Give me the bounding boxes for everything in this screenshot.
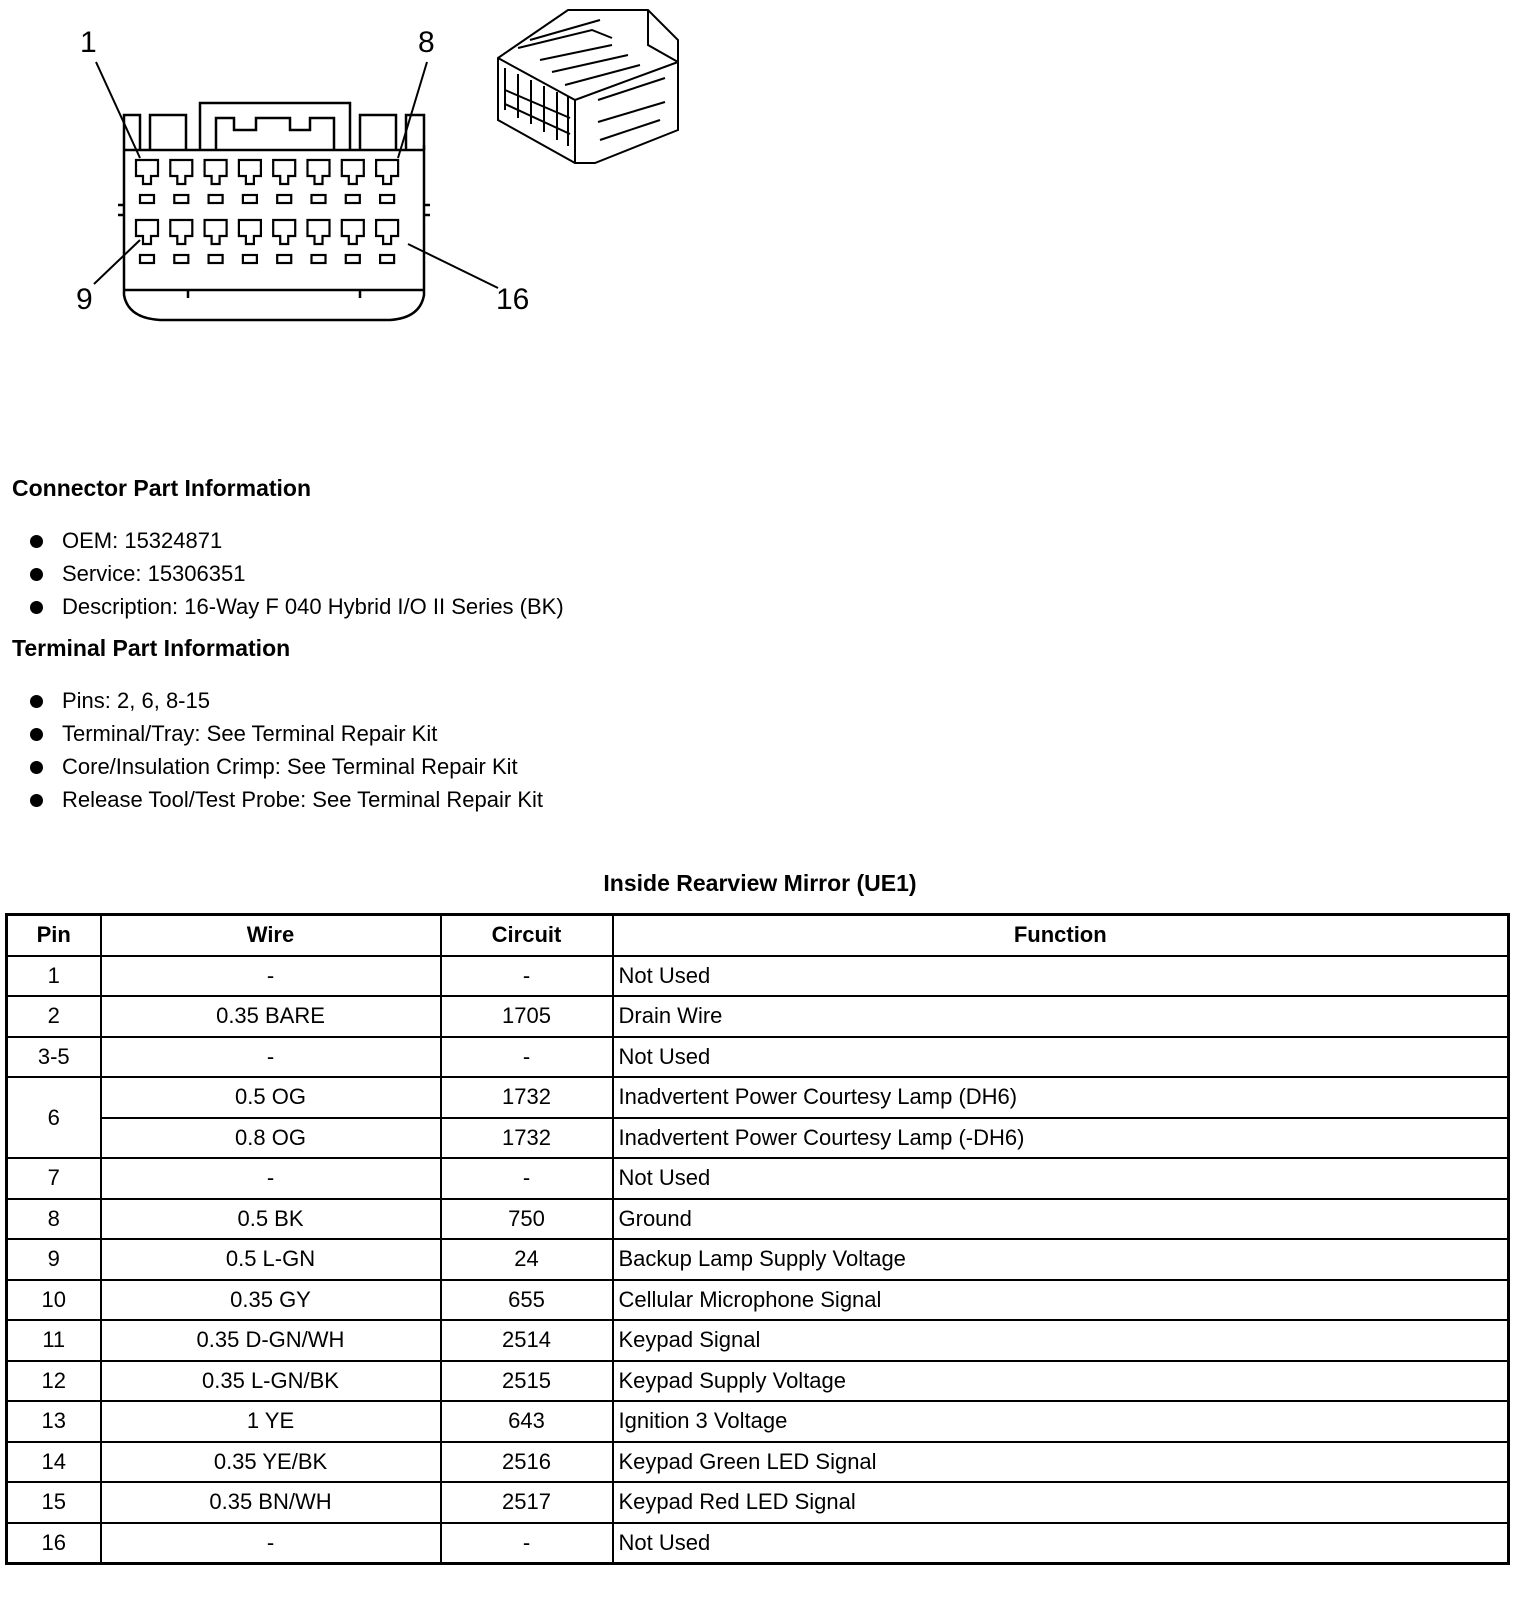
cavity: [205, 220, 227, 244]
pin-cell: 1: [7, 956, 101, 997]
cavity: [136, 160, 158, 184]
function-cell: Inadvertent Power Courtesy Lamp (DH6): [613, 1077, 1509, 1118]
cavity-slot: [346, 195, 360, 203]
list-item: Release Tool/Test Probe: See Terminal Repair Kit: [28, 783, 543, 816]
pin-cell: 11: [7, 1320, 101, 1361]
terminal-info-list: [28, 684, 543, 816]
table-row: [7, 1118, 1509, 1159]
cavity: [273, 220, 295, 244]
list-item: Description: 16-Way F 040 Hybrid I/O II Series (BK): [28, 590, 564, 623]
circuit-cell: 750: [441, 1199, 613, 1240]
cavity-grid: [136, 160, 398, 263]
pin-cell: 16: [7, 1523, 101, 1564]
table-row: [7, 1077, 1509, 1118]
function-cell: Keypad Red LED Signal: [613, 1482, 1509, 1523]
cavity: [376, 160, 398, 184]
circuit-cell: -: [441, 1037, 613, 1078]
wire-cell: -: [101, 1523, 441, 1564]
pin-cell: 3-5: [7, 1037, 101, 1078]
cavity: [239, 160, 261, 184]
circuit-cell: -: [441, 956, 613, 997]
cavity-slot: [312, 195, 326, 203]
function-cell: Not Used: [613, 1158, 1509, 1199]
wire-cell: -: [101, 1158, 441, 1199]
pin-cell: 6: [7, 1077, 101, 1158]
table-row: [7, 956, 1509, 997]
cavity-slot: [346, 255, 360, 263]
wire-cell: -: [101, 1037, 441, 1078]
table-row: [7, 1442, 1509, 1483]
pin-cell: 14: [7, 1442, 101, 1483]
cavity: [170, 160, 192, 184]
pinout-table: [5, 913, 1510, 1565]
circuit-cell: -: [441, 1523, 613, 1564]
function-cell: Keypad Signal: [613, 1320, 1509, 1361]
table-row: [7, 1239, 1509, 1280]
pin-cell: 12: [7, 1361, 101, 1402]
cavity: [273, 160, 295, 184]
pin-cell: 7: [7, 1158, 101, 1199]
cavity-slot: [140, 255, 154, 263]
cavity: [205, 160, 227, 184]
pin-cell: 8: [7, 1199, 101, 1240]
wire-cell: 0.8 OG: [101, 1118, 441, 1159]
table-row: [7, 1361, 1509, 1402]
pin-label-16: 16: [496, 283, 530, 316]
circuit-cell: 24: [441, 1239, 613, 1280]
cavity-slot: [243, 255, 257, 263]
list-item: Core/Insulation Crimp: See Terminal Repair Kit: [28, 750, 543, 783]
table-row: [7, 1037, 1509, 1078]
list-item: Pins: 2, 6, 8-15: [28, 684, 543, 717]
circuit-cell: 655: [441, 1280, 613, 1321]
wire-cell: 0.35 BARE: [101, 996, 441, 1037]
terminal-section-title: Terminal Part Information: [12, 635, 291, 661]
cavity: [376, 220, 398, 244]
cavity-slot: [140, 195, 154, 203]
list-item: Service: 15306351: [28, 557, 564, 590]
circuit-cell: -: [441, 1158, 613, 1199]
pin-cell: 10: [7, 1280, 101, 1321]
wire-cell: 0.35 YE/BK: [101, 1442, 441, 1483]
pin-cell: 9: [7, 1239, 101, 1280]
function-cell: Backup Lamp Supply Voltage: [613, 1239, 1509, 1280]
function-cell: Drain Wire: [613, 996, 1509, 1037]
cavity: [342, 160, 364, 184]
circuit-cell: 2514: [441, 1320, 613, 1361]
table-row: [7, 1158, 1509, 1199]
function-cell: Not Used: [613, 1523, 1509, 1564]
wire-cell: 0.35 GY: [101, 1280, 441, 1321]
cavity-slot: [174, 255, 188, 263]
cavity: [170, 220, 192, 244]
pin-cell: 13: [7, 1401, 101, 1442]
table-title: Inside Rearview Mirror (UE1): [603, 870, 917, 896]
list-item: OEM: 15324871: [28, 524, 564, 557]
circuit-cell: 1705: [441, 996, 613, 1037]
circuit-cell: 2516: [441, 1442, 613, 1483]
circuit-cell: 1732: [441, 1118, 613, 1159]
function-cell: Ignition 3 Voltage: [613, 1401, 1509, 1442]
cavity-slot: [380, 195, 394, 203]
cavity-slot: [243, 195, 257, 203]
table-row: [7, 1523, 1509, 1564]
header-wire: Wire: [101, 915, 441, 956]
function-cell: Keypad Supply Voltage: [613, 1361, 1509, 1402]
wire-cell: 0.35 L-GN/BK: [101, 1361, 441, 1402]
table-row: [7, 996, 1509, 1037]
table-header-row: [7, 915, 1509, 956]
wire-cell: 0.35 D-GN/WH: [101, 1320, 441, 1361]
cavity-slot: [209, 195, 223, 203]
pin-label-8: 8: [418, 26, 435, 59]
header-pin: Pin: [7, 915, 101, 956]
pin-label-1: 1: [80, 26, 97, 59]
cavity-slot: [277, 255, 291, 263]
function-cell: Cellular Microphone Signal: [613, 1280, 1509, 1321]
table-row: [7, 1199, 1509, 1240]
pin-cell: 2: [7, 996, 101, 1037]
cavity-slot: [380, 255, 394, 263]
function-cell: Keypad Green LED Signal: [613, 1442, 1509, 1483]
cavity-slot: [312, 255, 326, 263]
cavity-slot: [277, 195, 291, 203]
cavity: [308, 160, 330, 184]
wire-cell: 1 YE: [101, 1401, 441, 1442]
wire-cell: 0.5 L-GN: [101, 1239, 441, 1280]
circuit-cell: 2517: [441, 1482, 613, 1523]
pin-cell: 15: [7, 1482, 101, 1523]
cavity-slot: [209, 255, 223, 263]
table-row: [7, 1401, 1509, 1442]
wire-cell: 0.35 BN/WH: [101, 1482, 441, 1523]
pin-label-9: 9: [76, 283, 93, 316]
function-cell: Inadvertent Power Courtesy Lamp (-DH6): [613, 1118, 1509, 1159]
header-circuit: Circuit: [441, 915, 613, 956]
wire-cell: -: [101, 956, 441, 997]
cavity-slot: [174, 195, 188, 203]
cavity: [239, 220, 261, 244]
connector-face-drawing: [118, 103, 430, 320]
circuit-cell: 2515: [441, 1361, 613, 1402]
connector-isometric-drawing: [498, 10, 678, 163]
function-cell: Not Used: [613, 1037, 1509, 1078]
list-item: Terminal/Tray: See Terminal Repair Kit: [28, 717, 543, 750]
circuit-cell: 1732: [441, 1077, 613, 1118]
function-cell: Ground: [613, 1199, 1509, 1240]
cavity: [308, 220, 330, 244]
circuit-cell: 643: [441, 1401, 613, 1442]
connector-diagram: [0, 0, 720, 340]
connector-info-list: [28, 524, 564, 623]
wire-cell: 0.5 OG: [101, 1077, 441, 1118]
function-cell: Not Used: [613, 956, 1509, 997]
connector-section-title: Connector Part Information: [12, 475, 312, 501]
header-function: Function: [613, 915, 1509, 956]
table-row: [7, 1482, 1509, 1523]
table-row: [7, 1320, 1509, 1361]
wire-cell: 0.5 BK: [101, 1199, 441, 1240]
cavity: [342, 220, 364, 244]
table-row: [7, 1280, 1509, 1321]
